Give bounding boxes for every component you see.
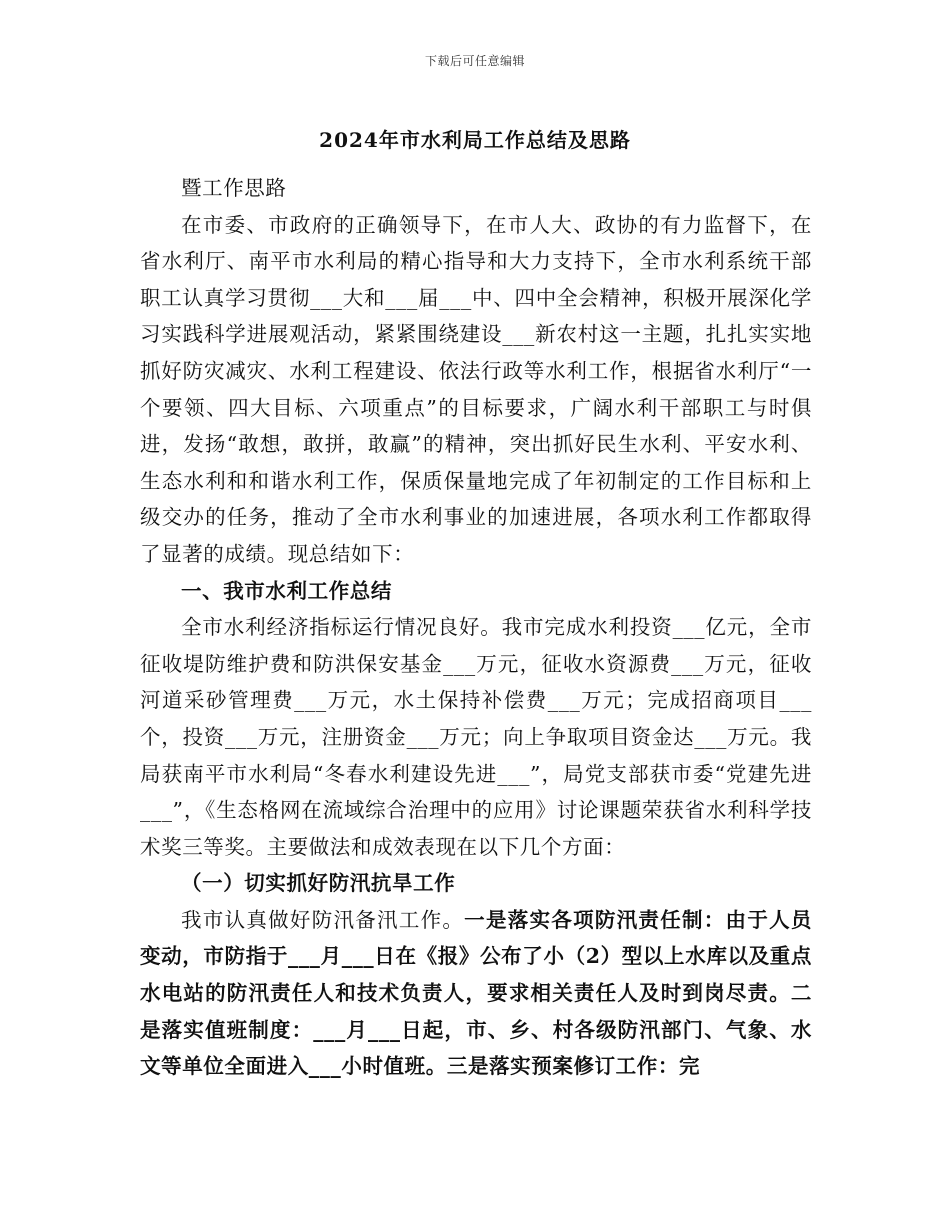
paragraph-flood-prevention [140,902,812,1085]
paragraph-economic-indicators: 全市水利经济指标运行情况良好。我市完成水利投资___亿元，全市征收堤防维护费和防洪保安基金___万元，征收水资源费___万元，征收河道采砂管理费___万元，水土保持补偿费___万元；完成招商项目___个，投资___万元，注册资金___万元；向上争取项目资金达___万元。我局获南平市水利局“冬春水利建设先进___”，局党支部获市委“党建先进___”，《生态格网在流域综合治理中的应用》讨论课题荣获省水利科学技术奖三等奖。主要做法和成效表现在以下几个方面： [140,615,812,859]
document-title: 2024年市水利局工作总结及思路 [319,128,631,152]
paragraph-intro: 在市委、市政府的正确领导下，在市人大、政协的有力监督下，在省水利厅、南平市水利局的精心指导和大力支持下，全市水利系统干部职工认真学习贯彻___大和___届___中、四中全会精神，积极开展深化学习实践科学进展观活动，紧紧围绕建设___新农村这一主题，扎扎实实地抓好防灾减灾、水利工程建设、依法行政等水利工作，根据省水利厅“一个要领、四大目标、六项重点”的目标要求，广阔水利干部职工与时俱进，发扬“敢想，敢拼，敢赢”的精神，突出抓好民生水利、平安水利、生态水利和和谐水利工作，保质保量地完成了年初制定的工作目标和上级交办的任务，推动了全市水利事业的加速进展，各项水利工作都取得了显著的成绩。现总结如下： [140,212,812,566]
paragraph-flood-prevention-intro: 我市认真做好防汛备汛工作。 [181,907,465,932]
paragraph-flood-prevention-bold: 一是落实各项防汛责任制：由于人员变动，市防指于___月___日在《报》公布了小（2）型以上水库以及重点水电站的防汛责任人和技术负责人，要求相关责任人及时到岗尽责。二是落实值班制度：___月___日起，市、乡、村各级防汛部门、气象、水文等单位全面进入___小时值班。三是落实预案修订工作：完 [140,907,812,1079]
document-body [140,170,812,1085]
subsection-heading-1: （一）切实抓好防汛抗旱工作 [181,871,456,896]
page-header: 下载后可任意编辑 [424,54,525,68]
section-heading-1: 一、我市水利工作总结 [181,578,392,603]
intro-label: 暨工作思路 [181,176,287,200]
